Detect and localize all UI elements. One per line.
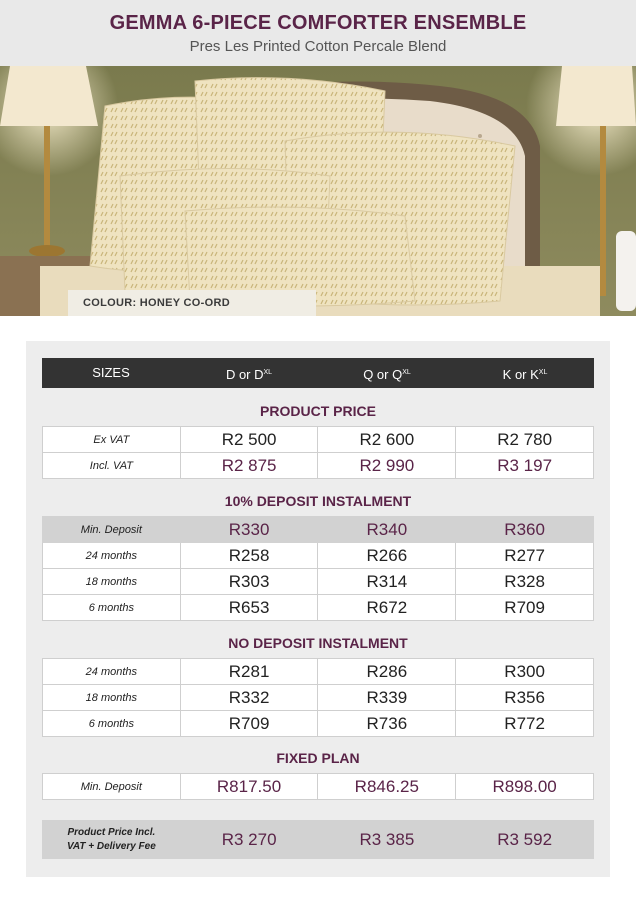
price-cell: R653: [180, 595, 318, 621]
price-cell: R266: [318, 543, 456, 569]
price-cell: R772: [456, 711, 594, 737]
product-price-table: [42, 426, 594, 479]
price-cell: R3 385: [318, 821, 456, 859]
sizes-header-row: [42, 358, 594, 388]
price-cell: R300: [456, 659, 594, 685]
table-row: [43, 427, 594, 453]
section-title-deposit-instalment: 10% DEPOSIT INSTALMENT: [224, 493, 412, 509]
table-row: [43, 569, 594, 595]
price-cell: R340: [318, 517, 456, 543]
table-row: [43, 453, 594, 479]
size-k-xl: XL: [538, 369, 548, 376]
size-k-header: [456, 358, 594, 388]
price-cell: R328: [456, 569, 594, 595]
size-q-header: [318, 358, 456, 388]
row-label: 24 months: [43, 659, 181, 685]
row-label: Ex VAT: [43, 427, 181, 453]
colour-label: COLOUR: HONEY CO-ORD: [68, 290, 316, 316]
price-cell: R3 197: [456, 453, 594, 479]
row-label: 6 months: [43, 595, 181, 621]
price-cell: R332: [180, 685, 318, 711]
price-cell: R817.50: [180, 774, 318, 800]
page-subtitle: Pres Les Printed Cotton Percale Blend: [189, 38, 447, 55]
price-cell: R2 780: [456, 427, 594, 453]
sizes-header: SIZES: [92, 365, 130, 380]
product-photo: [0, 66, 636, 316]
price-cell: R258: [180, 543, 318, 569]
price-cell: R286: [318, 659, 456, 685]
page-title: GEMMA 6-PIECE COMFORTER ENSEMBLE: [109, 12, 527, 34]
price-cell: R277: [456, 543, 594, 569]
row-label: 18 months: [43, 569, 181, 595]
price-cell: R281: [180, 659, 318, 685]
fixed-plan-table: [42, 773, 594, 800]
price-cell: R303: [180, 569, 318, 595]
row-label: 24 months: [43, 543, 181, 569]
table-row: [43, 659, 594, 685]
table-row: [43, 517, 594, 543]
price-cell: R3 592: [456, 821, 594, 859]
no-deposit-instalment-table: [42, 658, 594, 737]
price-cell: R2 875: [180, 453, 318, 479]
total-label: [43, 821, 181, 859]
section-title-product-price: PRODUCT PRICE: [260, 403, 376, 419]
size-q-xl: XL: [402, 369, 411, 376]
total-label-line1: Product Price Incl.: [67, 826, 156, 838]
header: [0, 0, 636, 66]
section-title-no-deposit-instalment: NO DEPOSIT INSTALMENT: [228, 635, 408, 651]
price-cell: R2 500: [180, 427, 318, 453]
bedroom-illustration: [0, 66, 636, 316]
price-cell: R2 600: [318, 427, 456, 453]
table-row: [43, 595, 594, 621]
price-cell: R339: [318, 685, 456, 711]
table-row: [43, 774, 594, 800]
price-cell: R330: [180, 517, 318, 543]
table-row: [43, 711, 594, 737]
price-cell: R360: [456, 517, 594, 543]
price-cell: R709: [456, 595, 594, 621]
section-title-fixed-plan: FIXED PLAN: [276, 750, 360, 766]
row-label: Min. Deposit: [43, 517, 181, 543]
total-price-table: [42, 820, 594, 859]
size-q-label: Q or Q: [363, 367, 403, 382]
deposit-instalment-table: [42, 516, 594, 621]
row-label: 6 months: [43, 711, 181, 737]
row-label: 18 months: [43, 685, 181, 711]
price-cell: R736: [318, 711, 456, 737]
price-cell: R314: [318, 569, 456, 595]
size-d-label: D or D: [225, 367, 264, 382]
price-cell: R846.25: [318, 774, 456, 800]
price-cell: R356: [456, 685, 594, 711]
price-cell: R898.00: [456, 774, 594, 800]
size-d-xl: XL: [263, 369, 273, 376]
total-label-line2: VAT + Delivery Fee: [66, 840, 156, 852]
price-cell: R2 990: [318, 453, 456, 479]
row-label: Incl. VAT: [43, 453, 181, 479]
row-label: Min. Deposit: [43, 774, 181, 800]
price-cell: R672: [318, 595, 456, 621]
table-row: [43, 821, 594, 859]
size-d-header: [180, 358, 318, 388]
table-row: [43, 685, 594, 711]
price-cell: R3 270: [180, 821, 318, 859]
size-k-label: K or K: [502, 367, 539, 382]
price-cell: R709: [180, 711, 318, 737]
table-row: [43, 543, 594, 569]
